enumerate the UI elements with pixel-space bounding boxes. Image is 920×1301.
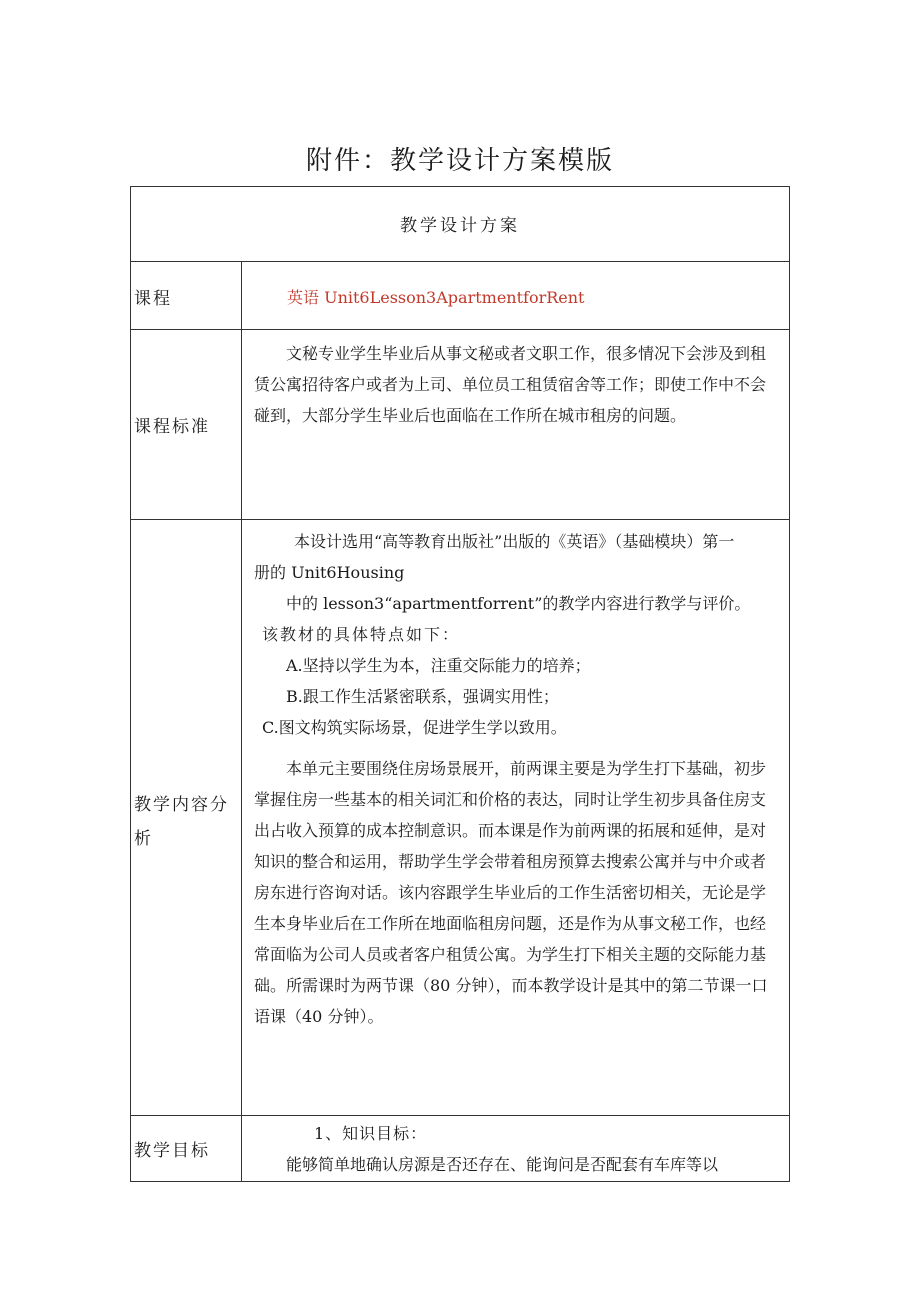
course-row <box>131 262 789 330</box>
feature-a: A.坚持以学生为本，注重交际能力的培养； <box>286 656 591 675</box>
objectives-label: 教学目标 <box>134 1141 210 1161</box>
page-title: 附件：教学设计方案模版 <box>305 146 614 176</box>
intro-line-3: 中的 lesson3“apartmentforrent”的教学内容进行教学与评价。 <box>286 594 751 613</box>
objectives-line-1: 能够简单地确认房源是否还存在、能询问是否配套有车库等以 <box>286 1155 719 1174</box>
objectives-heading: 1、知识目标： <box>314 1124 428 1143</box>
content-analysis-label: 教学内容分析 <box>134 795 229 849</box>
table-header-row <box>131 187 789 262</box>
course-label: 课程 <box>134 289 172 309</box>
course-value-text: 英语 Unit6Lesson3ApartmentforRent <box>287 288 585 307</box>
standard-row <box>131 330 789 520</box>
standard-text: 文秘专业学生毕业后从事文秘或者文职工作，很多情况下会涉及到租赁公寓招待客户或者为上司、单位员工租赁宿舍等工作；即使工作中不会碰到，大部分学生毕业后也面临在工作所在城市租房的问题。 <box>254 344 767 425</box>
course-value <box>242 282 789 313</box>
feature-c: C.图文构筑实际场景，促进学生学以致用。 <box>262 718 567 737</box>
objectives-content <box>242 1118 789 1180</box>
feature-b: B.跟工作生活紧密联系，强调实用性； <box>286 687 559 706</box>
features-heading: 该教材的具体特点如下： <box>262 625 461 644</box>
content-analysis-row <box>131 520 789 1116</box>
standard-label: 课程标准 <box>134 417 210 437</box>
objectives-row <box>131 1116 789 1183</box>
content-analysis-content <box>242 526 789 1032</box>
intro-line-1: 本设计选用“高等教育出版社”出版的《英语》（基础模块）第一 <box>294 532 735 551</box>
table-header: 教学设计方案 <box>400 216 520 236</box>
standard-content <box>242 338 789 431</box>
analysis-body: 本单元主要围绕住房场景展开，前两课主要是为学生打下基础，初步掌握住房一些基本的相关词汇和价格的表达，同时让学生初步具备住房支出占收入预算的成本控制意识。而本课是作为前两课的拓展和延伸，是对知识的整合和运用，帮助学生学会带着租房预算去搜索公寓并与中介或者房东进行咨询对话。该内容跟学生毕业后的工作生活密切相关，无论是学生本身毕业后在工作所在地面临租房问题，还是作为从事文秘工作，也经常面临为公司人员或者客户租赁公寓。为学生打下相关主题的交际能力基础。所需课时为两节课（80 分钟），而本教学设计是其中的第二节课一口语课（40 分钟）。 <box>254 759 768 1026</box>
design-table <box>130 186 790 1182</box>
intro-line-2: 册的 Unit6Housing <box>254 563 405 582</box>
